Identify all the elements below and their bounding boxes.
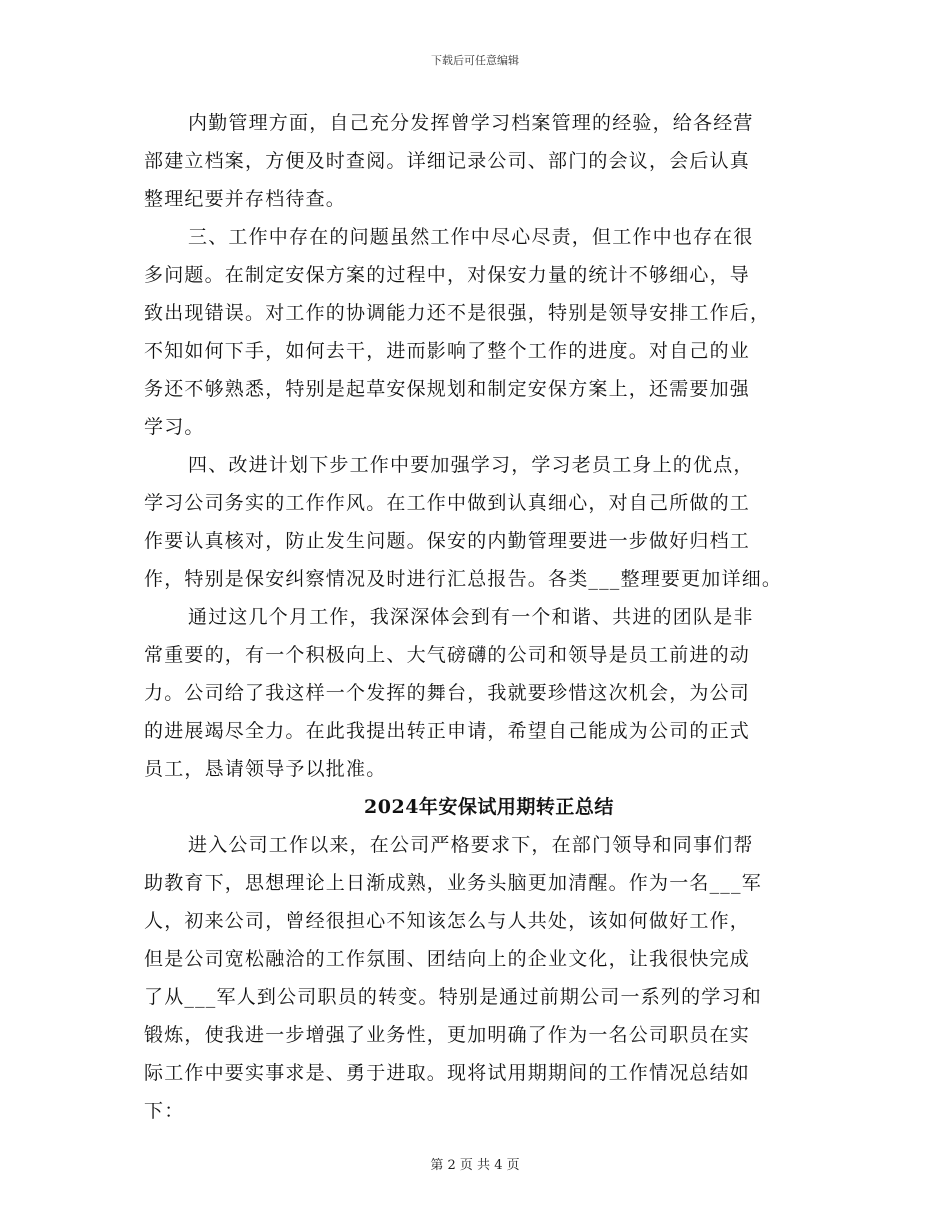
paragraph-line: 内勤管理方面，自己充分发挥曾学习档案管理的经验，给各经营 [188, 112, 754, 134]
paragraph [144, 826, 834, 1130]
paragraph-line: 通过这几个月工作，我深深体会到有一个和谐、共进的团队是非 [188, 606, 754, 628]
paragraph-line: 锻炼，使我进一步增强了业务性，更加明确了作为一名公司职员在实 [144, 1024, 751, 1046]
paragraph-line: 的进展竭尽全力。在此我提出转正申请，希望自己能成为公司的正式 [144, 720, 751, 742]
paragraph-line: 整理纪要并存档待查。 [144, 188, 347, 210]
paragraph-line: 致出现错误。对工作的协调能力还不是很强，特别是领导安排工作后， [144, 302, 771, 324]
paragraph-line: 务还不够熟悉，特别是起草安保规划和制定安保方案上，还需要加强 [144, 378, 751, 400]
document-body [144, 104, 834, 1130]
body-paragraphs-after [144, 826, 834, 1130]
paragraph-line: 不知如何下手，如何去干，进而影响了整个工作的进度。对自己的业 [144, 340, 751, 362]
page-footer: 第 2 页 共 4 页 [430, 1158, 520, 1173]
paragraph-line: 助教育下，思想理论上日渐成熟，业务头脑更加清醒。作为一名___军 [144, 872, 762, 894]
paragraph-line: 际工作中要实事求是、勇于进取。现将试用期期间的工作情况总结如 [144, 1062, 751, 1084]
page-header: 下载后可任意编辑 [431, 54, 519, 67]
paragraph-line: 力。公司给了我这样一个发挥的舞台，我就要珍惜这次机会，为公司 [144, 682, 751, 704]
paragraph [144, 218, 834, 446]
paragraph-line: 作，特别是保安纠察情况及时进行汇总报告。各类___整理要更加详细。 [144, 568, 783, 590]
paragraph [144, 598, 834, 788]
paragraph-line: 人，初来公司，曾经很担心不知该怎么与人共处，该如何做好工作， [144, 910, 751, 932]
paragraph-line: 进入公司工作以来，在公司严格要求下，在部门领导和同事们帮 [188, 834, 754, 856]
paragraph-line: 四、改进计划下步工作中要加强学习，学习老员工身上的优点， [188, 454, 754, 476]
paragraph-line: 了从___军人到公司职员的转变。特别是通过前期公司一系列的学习和 [144, 986, 762, 1008]
paragraph [144, 446, 834, 598]
paragraph [144, 104, 834, 218]
paragraph-line: 学习。 [144, 416, 205, 438]
paragraph-line: 常重要的，有一个积极向上、大气磅礴的公司和领导是员工前进的动 [144, 644, 751, 666]
paragraph-line: 作要认真核对，防止发生问题。保安的内勤管理要进一步做好归档工 [144, 530, 751, 552]
paragraph-line: 学习公司务实的工作作风。在工作中做到认真细心，对自己所做的工 [144, 492, 751, 514]
section-title: 2024年安保试用期转正总结 [364, 796, 614, 818]
paragraph-line: 部建立档案，方便及时查阅。详细记录公司、部门的会议，会后认真 [144, 150, 751, 172]
paragraph-line: 多问题。在制定安保方案的过程中，对保安力量的统计不够细心，导 [144, 264, 751, 286]
paragraph-line: 但是公司宽松融洽的工作氛围、团结向上的企业文化，让我很快完成 [144, 948, 751, 970]
paragraph-line: 下： [144, 1100, 185, 1122]
paragraph-line: 员工，恳请领导予以批准。 [144, 758, 387, 780]
body-paragraphs-before [144, 104, 834, 788]
paragraph-line: 三、工作中存在的问题虽然工作中尽心尽责，但工作中也存在很 [188, 226, 754, 248]
